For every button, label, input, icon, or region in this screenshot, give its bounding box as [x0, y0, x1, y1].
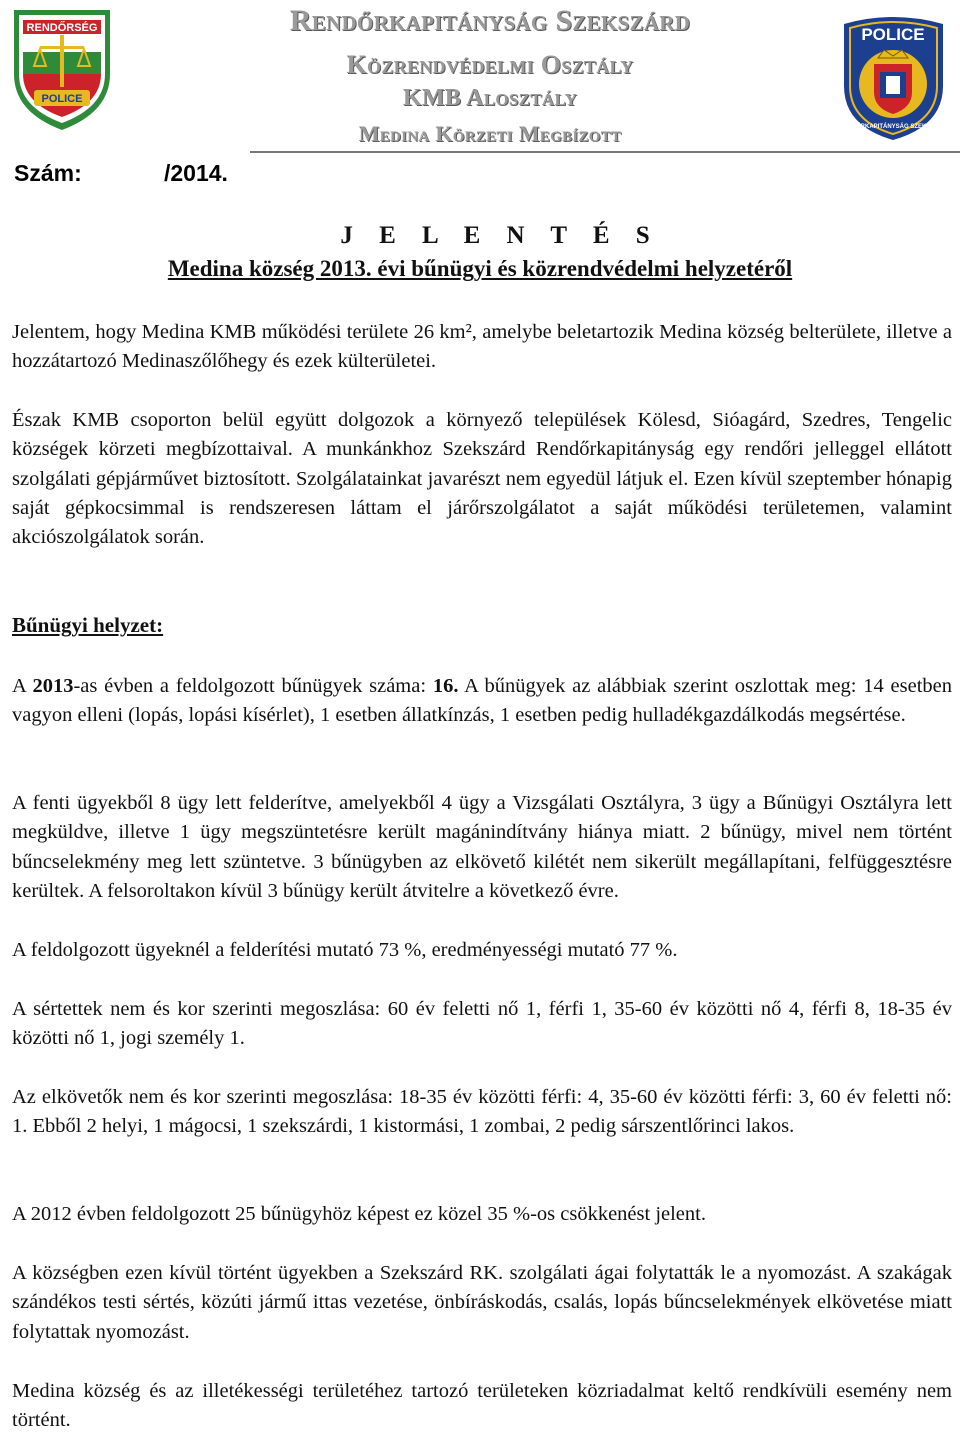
p3-text-a: A	[12, 675, 33, 697]
report-title: J E L E N T É S	[340, 222, 660, 249]
header-line-3: KMB Alosztály	[402, 85, 578, 111]
document-number	[14, 160, 228, 187]
p3-text-b: -as évben a feldolgozott bűnügyek száma:	[73, 675, 433, 697]
paragraph-area: Jelentem, hogy Medina KMB működési területe 26 km², amelybe beletartozik Medina község belterülete, illetve a hozzátartozó Medinaszőlőhegy és ezek külterületei.	[12, 321, 952, 373]
document-number-value: /2014.	[164, 160, 228, 186]
police-badge-logo	[836, 6, 951, 143]
report-subtitle	[0, 256, 960, 282]
header-divider	[250, 151, 960, 153]
paragraph-crime-count	[12, 672, 952, 731]
p3-count: 16.	[432, 675, 459, 697]
logo-right-ring-text: RENDŐRKAPITÁNYSÁG SZEKSZÁRD	[838, 124, 948, 130]
paragraph-perpetrators: Az elkövetők nem és kor szerinti megoszlása: 18-35 év közötti férfi: 4, 35-60 év közötti férfi: 3, 60 év feletti nő: 1. Ebből 2 helyi, 1 mágocsi, 1 szekszárdi, 1 kistormási, 1 zombai, 2 pedig sárszentlőrinci lakos.	[12, 1086, 952, 1138]
section-heading-crime: Bűnügyi helyzet:	[12, 613, 164, 637]
paragraph-case-outcomes: A fenti ügyekből 8 ügy lett felderítve, amelyekből 4 ügy a Vizsgálati Osztályra, 3 ügy a Bűnügyi Osztályra lett megküldve, illetve 1 ügy megszüntetésre került magánindítvány hiánya miatt. 2 bűnügy, mivel nem történt bűncselekmény meg lett szüntetve. 3 bűnügyben az elkövető kilétét nem sikerült megállapítani, felfüggesztésre kerültek. A felsoroltakon kívül 3 bűnügy került átvitelre a következő évre.	[12, 792, 952, 902]
header-line-4: Medina Körzeti Megbízott	[358, 121, 622, 146]
header-line-2: Közrendvédelmi Osztály	[346, 50, 634, 79]
p3-year: 2013	[32, 675, 74, 697]
paragraph-other-cases: A községben ezen kívül történt ügyekben a Szekszárd RK. szolgálati ágai folytatták le a nyomozást. A szakágak szándékos testi sértés, közúti jármű ittas vezetése, önbíráskodás, csalás, lopás bűncselekmények elkövetése miatt folytattak nyomozást.	[12, 1262, 952, 1343]
report-subtitle-text: Medina község 2013. évi bűnügyi és közrendvédelmi helyzetéről	[167, 256, 793, 281]
paragraph-victims: A sértettek nem és kor szerinti megoszlása: 60 év feletti nő 1, férfi 1, 35-60 év közötti nő 4, férfi 8, 18-35 év közötti nő 1, jogi személy 1.	[12, 998, 952, 1050]
logo-left-top-text: RENDŐRSÉG	[26, 22, 98, 34]
paragraph-indicators: A feldolgozott ügyeknél a felderítési mutató 73 %, eredményességi mutató 77 %.	[12, 939, 678, 961]
logo-left-bottom-text: POLICE	[41, 93, 83, 105]
document-number-label: Szám:	[14, 160, 82, 186]
p3-text-c: A bűnügyek az alábbiak szerint oszlottak meg: 14 esetben vagyon elleni (lopás, lopási kísérlet), 1 esetben állatkínzás, 1 esetben pedig hulladékgazdálkodás megsértése.	[12, 675, 952, 727]
paragraph-comparison: A 2012 évben feldolgozott 25 bűnügyhöz képest ez közel 35 %-os csökkenést jelent.	[12, 1203, 706, 1225]
paragraph-no-incidents: Medina község és az illetékességi területéhez tartozó területeken közriadalmat keltő rendkívüli esemény nem történt.	[12, 1380, 952, 1432]
paragraph-cooperation: Észak KMB csoporton belül együtt dolgozok a környező települések Kölesd, Sióagárd, Szedres, Tengelic községek körzeti megbízottaival. A munkánkhoz Szekszárd Rendőrkapitányság egy rendőri jelleggel ellátott szolgálati gépjárművet biztosított. Szolgálatainkat javarészt nem egyedül látjuk el. Ezen kívül szeptember hónapig saját gépkocsimmal is rendszeresen láttam el járőrszolgálatot a saját működési területemen, valamint akciószolgálatok során.	[12, 409, 952, 549]
logo-right-top-text: POLICE	[861, 25, 925, 44]
header-line-1: Rendőrkapitányság Szekszárd	[289, 4, 691, 37]
